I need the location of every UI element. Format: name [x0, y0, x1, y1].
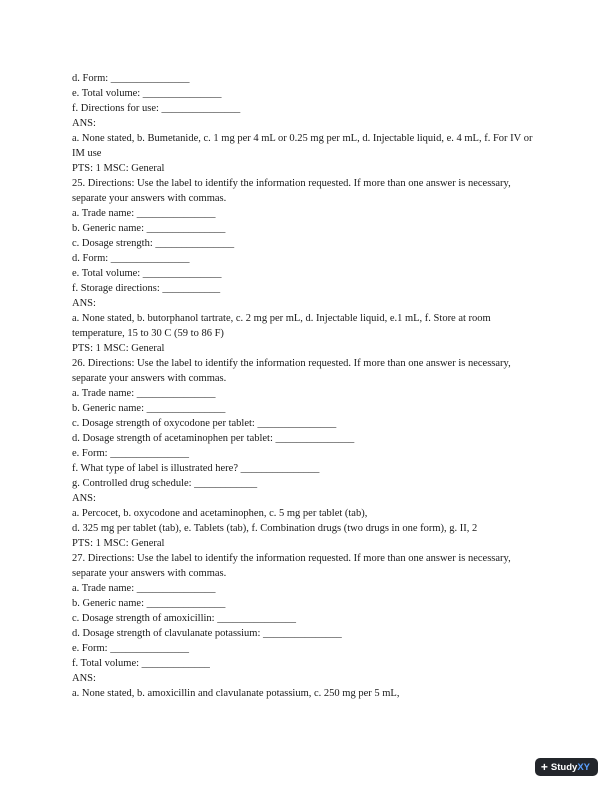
text-line: 27. Directions: Use the label to identify the information requested. If more than one answer is necessary, separate your answers with commas. — [72, 553, 511, 579]
text-line: a. Trade name: _______________ — [72, 208, 216, 219]
text-line: b. Generic name: _______________ — [72, 223, 226, 234]
text-line: a. None stated, b. Bumetanide, c. 1 mg per 4 mL or 0.25 mg per mL, d. Injectable liquid, e. 4 mL, f. For IV or IM use — [72, 133, 533, 159]
text-line: b. Generic name: _______________ — [72, 598, 226, 609]
text-line: f. What type of label is illustrated here? _______________ — [72, 463, 320, 474]
text-line: ANS: — [72, 118, 96, 129]
badge-label: StudyXY — [550, 761, 590, 773]
text-line: d. 325 mg per tablet (tab), e. Tablets (tab), f. Combination drugs (two drugs in one form), g. II, 2 — [72, 523, 478, 534]
text-line: ANS: — [72, 493, 96, 504]
text-line: ANS: — [72, 298, 96, 309]
text-line: a. Trade name: _______________ — [72, 388, 216, 399]
document-body — [72, 71, 542, 701]
plus-icon: + — [540, 760, 548, 774]
text-line: b. Generic name: _______________ — [72, 403, 226, 414]
text-line: e. Total volume: _______________ — [72, 88, 222, 99]
text-line: a. Percocet, b. oxycodone and acetaminophen, c. 5 mg per tablet (tab), — [72, 508, 368, 519]
text-line: f. Storage directions: ___________ — [72, 283, 221, 294]
text-line: d. Dosage strength of acetaminophen per tablet: _______________ — [72, 433, 355, 444]
text-line: ANS: — [72, 673, 96, 684]
text-line: PTS: 1 MSC: General — [72, 538, 165, 549]
text-line: a. None stated, b. butorphanol tartrate, c. 2 mg per mL, d. Injectable liquid, e.1 mL, f. Store at room temperature, 15 to 30 C (59 to 86 F) — [72, 313, 491, 339]
text-line: e. Form: _______________ — [72, 643, 189, 654]
text-line: 26. Directions: Use the label to identify the information requested. If more than one answer is necessary, separate your answers with commas. — [72, 358, 511, 384]
text-line: 25. Directions: Use the label to identify the information requested. If more than one answer is necessary, separate your answers with commas. — [72, 178, 511, 204]
text-line: d. Form: _______________ — [72, 73, 190, 84]
text-line: c. Dosage strength of oxycodone per tablet: _______________ — [72, 418, 337, 429]
text-line: c. Dosage strength: _______________ — [72, 238, 235, 249]
text-line: PTS: 1 MSC: General — [72, 163, 165, 174]
text-line: c. Dosage strength of amoxicillin: _______________ — [72, 613, 296, 624]
text-line: d. Dosage strength of clavulanate potassium: _______________ — [72, 628, 342, 639]
text-line: f. Directions for use: _______________ — [72, 103, 241, 114]
text-line: e. Form: _______________ — [72, 448, 189, 459]
text-line: a. None stated, b. amoxicillin and clavulanate potassium, c. 250 mg per 5 mL, — [72, 688, 400, 699]
text-line: f. Total volume: _____________ — [72, 658, 210, 669]
text-line: g. Controlled drug schedule: ____________ — [72, 478, 258, 489]
studyxy-badge[interactable] — [535, 758, 598, 776]
text-line: d. Form: _______________ — [72, 253, 190, 264]
text-line: a. Trade name: _______________ — [72, 583, 216, 594]
text-line: e. Total volume: _______________ — [72, 268, 222, 279]
text-line: PTS: 1 MSC: General — [72, 343, 165, 354]
